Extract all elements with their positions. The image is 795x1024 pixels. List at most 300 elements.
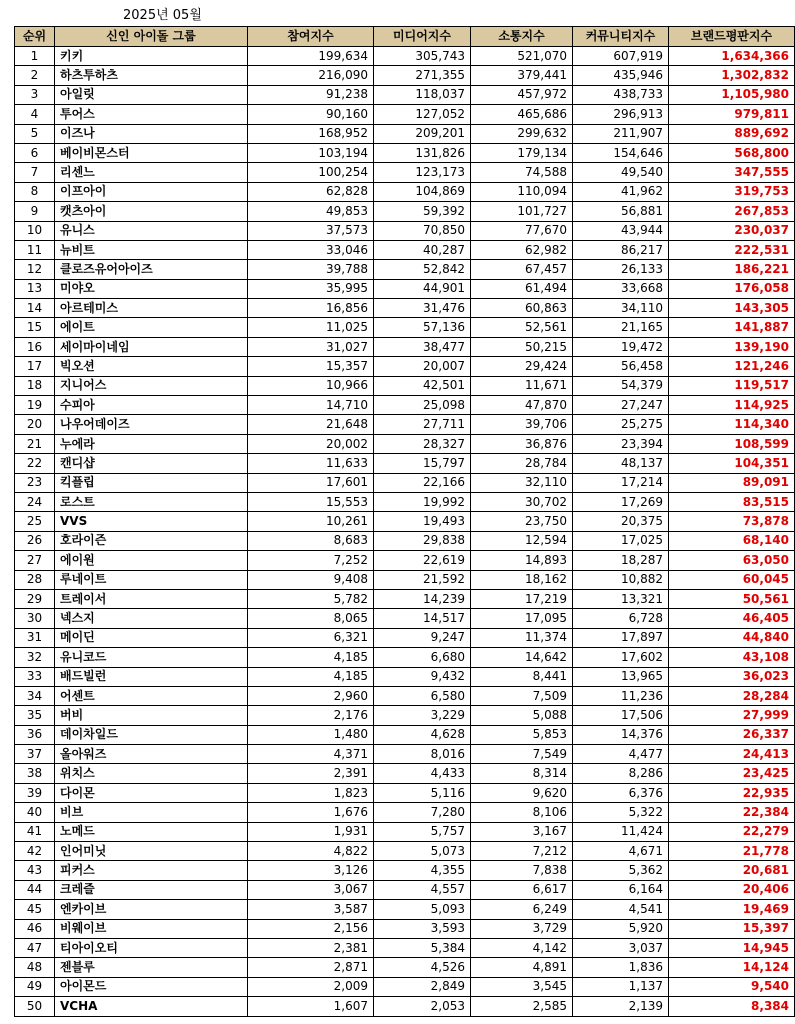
brand-score-cell: 22,935 xyxy=(669,783,795,802)
communication-cell: 457,972 xyxy=(471,85,573,104)
community-cell: 14,376 xyxy=(573,725,669,744)
brand-score-cell: 119,517 xyxy=(669,376,795,395)
brand-score-cell: 68,140 xyxy=(669,531,795,550)
rank-cell: 34 xyxy=(15,686,55,705)
rank-cell: 35 xyxy=(15,706,55,725)
brand-score-cell: 23,425 xyxy=(669,764,795,783)
rank-cell: 8 xyxy=(15,182,55,201)
table-row xyxy=(15,454,795,473)
media-cell: 8,016 xyxy=(374,745,471,764)
group-name-cell: 뉴비트 xyxy=(55,240,248,259)
community-cell: 4,477 xyxy=(573,745,669,764)
media-cell: 57,136 xyxy=(374,318,471,337)
media-cell: 70,850 xyxy=(374,221,471,240)
group-name-cell: 킥플립 xyxy=(55,473,248,492)
group-name-cell: 클로즈유어아이즈 xyxy=(55,260,248,279)
rank-cell: 36 xyxy=(15,725,55,744)
brand-score-cell: 28,284 xyxy=(669,686,795,705)
participation-cell: 103,194 xyxy=(248,143,374,162)
table-row xyxy=(15,124,795,143)
rank-cell: 31 xyxy=(15,628,55,647)
media-cell: 127,052 xyxy=(374,105,471,124)
table-row xyxy=(15,919,795,938)
communication-cell: 77,670 xyxy=(471,221,573,240)
group-name-cell: 노메드 xyxy=(55,822,248,841)
participation-cell: 21,648 xyxy=(248,415,374,434)
brand-score-cell: 22,279 xyxy=(669,822,795,841)
participation-cell: 4,371 xyxy=(248,745,374,764)
media-cell: 6,680 xyxy=(374,648,471,667)
participation-cell: 5,782 xyxy=(248,589,374,608)
rank-cell: 17 xyxy=(15,357,55,376)
brand-score-cell: 60,045 xyxy=(669,570,795,589)
rank-cell: 39 xyxy=(15,783,55,802)
community-cell: 33,668 xyxy=(573,279,669,298)
communication-cell: 67,457 xyxy=(471,260,573,279)
group-name-cell: 비브 xyxy=(55,803,248,822)
communication-cell: 179,134 xyxy=(471,143,573,162)
community-cell: 17,897 xyxy=(573,628,669,647)
communication-cell: 3,167 xyxy=(471,822,573,841)
participation-cell: 8,065 xyxy=(248,609,374,628)
brand-score-cell: 114,925 xyxy=(669,396,795,415)
rank-cell: 46 xyxy=(15,919,55,938)
participation-cell: 4,822 xyxy=(248,842,374,861)
participation-cell: 16,856 xyxy=(248,299,374,318)
communication-cell: 60,863 xyxy=(471,299,573,318)
table-row xyxy=(15,900,795,919)
media-cell: 5,757 xyxy=(374,822,471,841)
table-row xyxy=(15,240,795,259)
rank-cell: 26 xyxy=(15,531,55,550)
group-name-cell: VVS xyxy=(55,512,248,531)
media-cell: 305,743 xyxy=(374,47,471,66)
community-cell: 5,362 xyxy=(573,861,669,880)
table-row xyxy=(15,609,795,628)
media-cell: 7,280 xyxy=(374,803,471,822)
report-date: 2025년 05월 xyxy=(123,8,202,23)
communication-cell: 62,982 xyxy=(471,240,573,259)
communication-cell: 7,549 xyxy=(471,745,573,764)
media-cell: 3,593 xyxy=(374,919,471,938)
participation-cell: 39,788 xyxy=(248,260,374,279)
media-cell: 118,037 xyxy=(374,85,471,104)
table-row xyxy=(15,163,795,182)
brand-score-cell: 176,058 xyxy=(669,279,795,298)
participation-cell: 2,381 xyxy=(248,938,374,957)
rank-cell: 47 xyxy=(15,938,55,957)
brand-score-cell: 24,413 xyxy=(669,745,795,764)
rank-cell: 16 xyxy=(15,337,55,356)
group-name-cell: 캣츠아이 xyxy=(55,202,248,221)
communication-cell: 39,706 xyxy=(471,415,573,434)
group-name-cell: 지니어스 xyxy=(55,376,248,395)
rank-cell: 43 xyxy=(15,861,55,880)
rank-cell: 25 xyxy=(15,512,55,531)
brand-score-cell: 27,999 xyxy=(669,706,795,725)
communication-cell: 101,727 xyxy=(471,202,573,221)
media-cell: 15,797 xyxy=(374,454,471,473)
community-cell: 26,133 xyxy=(573,260,669,279)
group-name-cell: 위치스 xyxy=(55,764,248,783)
rank-cell: 5 xyxy=(15,124,55,143)
rank-cell: 41 xyxy=(15,822,55,841)
rank-cell: 4 xyxy=(15,105,55,124)
participation-cell: 168,952 xyxy=(248,124,374,143)
table-row xyxy=(15,667,795,686)
table-row xyxy=(15,512,795,531)
rank-cell: 48 xyxy=(15,958,55,977)
table-row xyxy=(15,842,795,861)
participation-cell: 7,252 xyxy=(248,551,374,570)
rank-cell: 13 xyxy=(15,279,55,298)
community-cell: 19,472 xyxy=(573,337,669,356)
rank-cell: 50 xyxy=(15,997,55,1016)
group-name-cell: 다이몬 xyxy=(55,783,248,802)
rank-cell: 38 xyxy=(15,764,55,783)
table-row xyxy=(15,299,795,318)
rank-cell: 10 xyxy=(15,221,55,240)
community-cell: 4,541 xyxy=(573,900,669,919)
rank-cell: 11 xyxy=(15,240,55,259)
group-name-cell: 로스트 xyxy=(55,492,248,511)
brand-score-cell: 14,124 xyxy=(669,958,795,977)
participation-cell: 3,587 xyxy=(248,900,374,919)
communication-cell: 29,424 xyxy=(471,357,573,376)
community-cell: 17,214 xyxy=(573,473,669,492)
participation-cell: 10,966 xyxy=(248,376,374,395)
media-cell: 14,239 xyxy=(374,589,471,608)
participation-cell: 35,995 xyxy=(248,279,374,298)
brand-score-cell: 19,469 xyxy=(669,900,795,919)
media-cell: 4,433 xyxy=(374,764,471,783)
brand-score-cell: 89,091 xyxy=(669,473,795,492)
column-header-participation: 참여지수 xyxy=(248,27,374,47)
group-name-cell: 아르테미스 xyxy=(55,299,248,318)
community-cell: 41,962 xyxy=(573,182,669,201)
group-name-cell: 데이차일드 xyxy=(55,725,248,744)
rank-cell: 49 xyxy=(15,977,55,996)
community-cell: 154,646 xyxy=(573,143,669,162)
brand-score-cell: 20,406 xyxy=(669,880,795,899)
group-name-cell: 어센트 xyxy=(55,686,248,705)
table-row xyxy=(15,628,795,647)
participation-cell: 91,238 xyxy=(248,85,374,104)
media-cell: 14,517 xyxy=(374,609,471,628)
community-cell: 5,920 xyxy=(573,919,669,938)
rank-cell: 22 xyxy=(15,454,55,473)
rank-cell: 42 xyxy=(15,842,55,861)
participation-cell: 3,126 xyxy=(248,861,374,880)
communication-cell: 3,545 xyxy=(471,977,573,996)
participation-cell: 9,408 xyxy=(248,570,374,589)
media-cell: 42,501 xyxy=(374,376,471,395)
communication-cell: 23,750 xyxy=(471,512,573,531)
community-cell: 607,919 xyxy=(573,47,669,66)
community-cell: 56,458 xyxy=(573,357,669,376)
communication-cell: 74,588 xyxy=(471,163,573,182)
participation-cell: 1,931 xyxy=(248,822,374,841)
column-header-community: 커뮤니티지수 xyxy=(573,27,669,47)
rank-cell: 14 xyxy=(15,299,55,318)
table-row xyxy=(15,357,795,376)
brand-score-cell: 44,840 xyxy=(669,628,795,647)
group-name-cell: 하츠투하츠 xyxy=(55,66,248,85)
brand-score-cell: 83,515 xyxy=(669,492,795,511)
communication-cell: 7,838 xyxy=(471,861,573,880)
media-cell: 4,355 xyxy=(374,861,471,880)
brand-score-cell: 186,221 xyxy=(669,260,795,279)
participation-cell: 37,573 xyxy=(248,221,374,240)
communication-cell: 12,594 xyxy=(471,531,573,550)
table-row xyxy=(15,551,795,570)
media-cell: 4,526 xyxy=(374,958,471,977)
community-cell: 6,728 xyxy=(573,609,669,628)
table-row xyxy=(15,997,795,1016)
media-cell: 19,493 xyxy=(374,512,471,531)
rank-cell: 7 xyxy=(15,163,55,182)
communication-cell: 465,686 xyxy=(471,105,573,124)
group-name-cell: 투어스 xyxy=(55,105,248,124)
brand-score-cell: 1,302,832 xyxy=(669,66,795,85)
table-row xyxy=(15,47,795,66)
communication-cell: 7,212 xyxy=(471,842,573,861)
brand-score-cell: 222,531 xyxy=(669,240,795,259)
community-cell: 1,137 xyxy=(573,977,669,996)
participation-cell: 216,090 xyxy=(248,66,374,85)
brand-score-cell: 143,305 xyxy=(669,299,795,318)
community-cell: 4,671 xyxy=(573,842,669,861)
media-cell: 40,287 xyxy=(374,240,471,259)
participation-cell: 2,871 xyxy=(248,958,374,977)
participation-cell: 1,676 xyxy=(248,803,374,822)
brand-score-cell: 22,384 xyxy=(669,803,795,822)
group-name-cell: VCHA xyxy=(55,997,248,1016)
community-cell: 20,375 xyxy=(573,512,669,531)
media-cell: 5,116 xyxy=(374,783,471,802)
rank-cell: 12 xyxy=(15,260,55,279)
media-cell: 59,392 xyxy=(374,202,471,221)
participation-cell: 1,607 xyxy=(248,997,374,1016)
media-cell: 5,384 xyxy=(374,938,471,957)
rank-cell: 23 xyxy=(15,473,55,492)
table-row xyxy=(15,376,795,395)
community-cell: 296,913 xyxy=(573,105,669,124)
communication-cell: 8,106 xyxy=(471,803,573,822)
community-cell: 21,165 xyxy=(573,318,669,337)
rank-cell: 32 xyxy=(15,648,55,667)
participation-cell: 62,828 xyxy=(248,182,374,201)
brand-score-cell: 114,340 xyxy=(669,415,795,434)
participation-cell: 2,156 xyxy=(248,919,374,938)
column-header-media: 미디어지수 xyxy=(374,27,471,47)
communication-cell: 32,110 xyxy=(471,473,573,492)
group-name-cell: 세이마이네임 xyxy=(55,337,248,356)
brand-score-cell: 26,337 xyxy=(669,725,795,744)
group-name-cell: 메이딘 xyxy=(55,628,248,647)
media-cell: 209,201 xyxy=(374,124,471,143)
communication-cell: 50,215 xyxy=(471,337,573,356)
media-cell: 4,628 xyxy=(374,725,471,744)
brand-score-cell: 141,887 xyxy=(669,318,795,337)
brand-score-cell: 43,108 xyxy=(669,648,795,667)
brand-score-cell: 63,050 xyxy=(669,551,795,570)
brand-score-cell: 9,540 xyxy=(669,977,795,996)
media-cell: 131,826 xyxy=(374,143,471,162)
rank-cell: 37 xyxy=(15,745,55,764)
brand-score-cell: 73,878 xyxy=(669,512,795,531)
group-name-cell: 버비 xyxy=(55,706,248,725)
community-cell: 438,733 xyxy=(573,85,669,104)
participation-cell: 2,960 xyxy=(248,686,374,705)
participation-cell: 1,480 xyxy=(248,725,374,744)
participation-cell: 49,853 xyxy=(248,202,374,221)
community-cell: 43,944 xyxy=(573,221,669,240)
communication-cell: 9,620 xyxy=(471,783,573,802)
group-name-cell: 빅오션 xyxy=(55,357,248,376)
media-cell: 38,477 xyxy=(374,337,471,356)
communication-cell: 61,494 xyxy=(471,279,573,298)
participation-cell: 20,002 xyxy=(248,434,374,453)
group-name-cell: 키키 xyxy=(55,47,248,66)
media-cell: 2,849 xyxy=(374,977,471,996)
community-cell: 86,217 xyxy=(573,240,669,259)
media-cell: 28,327 xyxy=(374,434,471,453)
community-cell: 13,321 xyxy=(573,589,669,608)
participation-cell: 199,634 xyxy=(248,47,374,66)
participation-cell: 1,823 xyxy=(248,783,374,802)
communication-cell: 521,070 xyxy=(471,47,573,66)
group-name-cell: 나우어데이즈 xyxy=(55,415,248,434)
communication-cell: 18,162 xyxy=(471,570,573,589)
communication-cell: 6,617 xyxy=(471,880,573,899)
group-name-cell: 인어미닛 xyxy=(55,842,248,861)
brand-score-cell: 36,023 xyxy=(669,667,795,686)
brand-score-cell: 14,945 xyxy=(669,938,795,957)
media-cell: 9,247 xyxy=(374,628,471,647)
group-name-cell: 유니스 xyxy=(55,221,248,240)
media-cell: 5,073 xyxy=(374,842,471,861)
communication-cell: 30,702 xyxy=(471,492,573,511)
group-name-cell: 루네이트 xyxy=(55,570,248,589)
media-cell: 123,173 xyxy=(374,163,471,182)
column-header-brand-score: 브랜드평판지수 xyxy=(669,27,795,47)
communication-cell: 4,142 xyxy=(471,938,573,957)
table-row xyxy=(15,337,795,356)
community-cell: 48,137 xyxy=(573,454,669,473)
brand-score-cell: 1,105,980 xyxy=(669,85,795,104)
community-cell: 13,965 xyxy=(573,667,669,686)
media-cell: 21,592 xyxy=(374,570,471,589)
communication-cell: 28,784 xyxy=(471,454,573,473)
rank-cell: 24 xyxy=(15,492,55,511)
table-row xyxy=(15,938,795,957)
group-name-cell: 에이트 xyxy=(55,318,248,337)
media-cell: 3,229 xyxy=(374,706,471,725)
communication-cell: 6,249 xyxy=(471,900,573,919)
media-cell: 9,432 xyxy=(374,667,471,686)
column-header-group: 신인 아이돌 그룹 xyxy=(55,27,248,47)
rank-cell: 45 xyxy=(15,900,55,919)
communication-cell: 299,632 xyxy=(471,124,573,143)
rank-cell: 40 xyxy=(15,803,55,822)
table-header-row xyxy=(15,27,795,47)
table-row xyxy=(15,473,795,492)
table-row xyxy=(15,415,795,434)
group-name-cell: 미야오 xyxy=(55,279,248,298)
participation-cell: 14,710 xyxy=(248,396,374,415)
group-name-cell: 유니코드 xyxy=(55,648,248,667)
brand-score-cell: 139,190 xyxy=(669,337,795,356)
group-name-cell: 에이원 xyxy=(55,551,248,570)
communication-cell: 8,314 xyxy=(471,764,573,783)
media-cell: 52,842 xyxy=(374,260,471,279)
community-cell: 18,287 xyxy=(573,551,669,570)
participation-cell: 15,553 xyxy=(248,492,374,511)
table-row xyxy=(15,531,795,550)
table-row xyxy=(15,396,795,415)
communication-cell: 52,561 xyxy=(471,318,573,337)
group-name-cell: 배드빌런 xyxy=(55,667,248,686)
group-name-cell: 아일릿 xyxy=(55,85,248,104)
rank-cell: 6 xyxy=(15,143,55,162)
community-cell: 23,394 xyxy=(573,434,669,453)
group-name-cell: 캔디샵 xyxy=(55,454,248,473)
community-cell: 17,269 xyxy=(573,492,669,511)
brand-reputation-table xyxy=(14,26,795,1017)
column-header-communication: 소통지수 xyxy=(471,27,573,47)
table-row xyxy=(15,143,795,162)
community-cell: 1,836 xyxy=(573,958,669,977)
table-row xyxy=(15,221,795,240)
brand-score-cell: 121,246 xyxy=(669,357,795,376)
table-row xyxy=(15,105,795,124)
communication-cell: 4,891 xyxy=(471,958,573,977)
rank-cell: 20 xyxy=(15,415,55,434)
media-cell: 19,992 xyxy=(374,492,471,511)
media-cell: 271,355 xyxy=(374,66,471,85)
community-cell: 10,882 xyxy=(573,570,669,589)
communication-cell: 14,893 xyxy=(471,551,573,570)
participation-cell: 90,160 xyxy=(248,105,374,124)
communication-cell: 110,094 xyxy=(471,182,573,201)
rank-cell: 1 xyxy=(15,47,55,66)
group-name-cell: 티아이오티 xyxy=(55,938,248,957)
participation-cell: 15,357 xyxy=(248,357,374,376)
communication-cell: 47,870 xyxy=(471,396,573,415)
participation-cell: 10,261 xyxy=(248,512,374,531)
table-row xyxy=(15,822,795,841)
participation-cell: 4,185 xyxy=(248,667,374,686)
group-name-cell: 이즈나 xyxy=(55,124,248,143)
community-cell: 211,907 xyxy=(573,124,669,143)
table-row xyxy=(15,66,795,85)
communication-cell: 2,585 xyxy=(471,997,573,1016)
brand-score-cell: 8,384 xyxy=(669,997,795,1016)
participation-cell: 6,321 xyxy=(248,628,374,647)
community-cell: 6,376 xyxy=(573,783,669,802)
brand-score-cell: 20,681 xyxy=(669,861,795,880)
table-row xyxy=(15,725,795,744)
group-name-cell: 리센느 xyxy=(55,163,248,182)
communication-cell: 5,853 xyxy=(471,725,573,744)
group-name-cell: 아이몬드 xyxy=(55,977,248,996)
community-cell: 27,247 xyxy=(573,396,669,415)
rank-cell: 15 xyxy=(15,318,55,337)
table-row xyxy=(15,648,795,667)
community-cell: 2,139 xyxy=(573,997,669,1016)
brand-score-cell: 15,397 xyxy=(669,919,795,938)
